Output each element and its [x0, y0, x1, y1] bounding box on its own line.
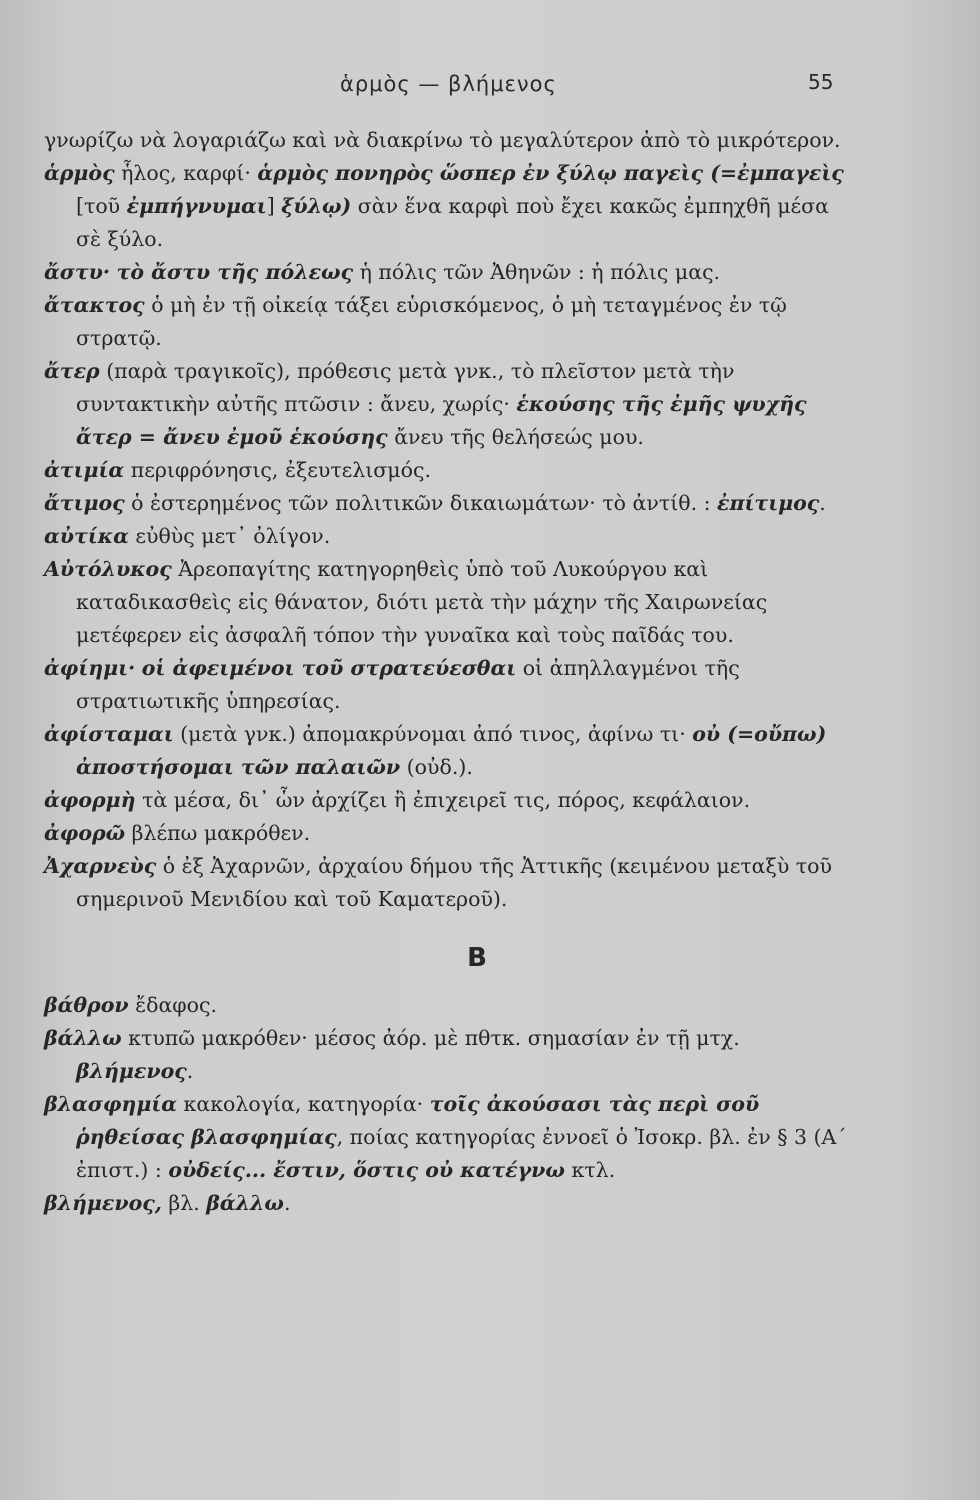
entry-definition: .	[186, 1059, 194, 1083]
entry-headword: ἀφίημι·	[44, 656, 136, 680]
entry-headword: ἀφίσταμαι	[44, 722, 174, 746]
dictionary-entry	[44, 1088, 850, 1187]
entry-citation: ἁρμὸς πονηρὸς ὥσπερ ἐν ξύλῳ παγεὶς (=ἐμπαγεὶς	[257, 161, 844, 185]
entry-definition: Ἀρεοπαγίτης κατηγορηθεὶς ὑπὸ τοῦ Λυκούργου καὶ καταδικασθεὶς εἰς θάνατον, διότι μετὰ τὴν μάχην τῆς Χαιρωνείας μετέφερεν εἰς ἀσφαλῆ τόπον τὴν γυναῖκα καὶ τοὺς παῖδάς του.	[76, 557, 768, 647]
entry-definition: οἱ ἀπηλλαγμένοι τῆς στρατιωτικῆς ὑπηρεσίας.	[76, 656, 740, 713]
entry-citation: τὸ ἄστυ τῆς πόλεως	[116, 260, 354, 284]
entry-headword: βλήμενος,	[44, 1191, 162, 1215]
entry-citation: ἑκούσης τῆς ἐμῆς ψυχῆς ἄτερ = ἄνευ ἐμοῦ ἑκούσης	[76, 392, 807, 449]
dictionary-entry	[44, 355, 850, 454]
entry-headword: ἁρμὸς	[44, 161, 115, 185]
entry-definition: ἄνευ τῆς θελήσεώς μου.	[387, 425, 644, 449]
entry-definition: ὁ ἐστερημένος τῶν πολιτικῶν δικαιωμάτων· τὸ ἀντίθ. :	[124, 491, 718, 515]
entry-definition: τὰ μέσα, δι᾽ ὧν ἀρχίζει ἢ ἐπιχειρεῖ τις, πόρος, κεφάλαιον.	[135, 788, 751, 812]
section-letter: B	[467, 943, 487, 973]
dictionary-entry	[44, 553, 850, 652]
entry-headword: ἀφορῶ	[44, 821, 126, 845]
entry-citation: οἱ ἀφειμένοι τοῦ στρατεύεσθαι	[141, 656, 517, 680]
entry-definition: (μετὰ γνκ.) ἀπομακρύνομαι ἀπό τινος, ἀφίνω τι·	[173, 722, 693, 746]
entry-citation: βάλλω	[206, 1191, 284, 1215]
entry-definition: ]	[266, 194, 282, 218]
entry-definition: κακολογία, κατηγορία·	[177, 1092, 430, 1116]
page-number: 55	[808, 70, 834, 94]
dictionary-entry	[44, 718, 850, 784]
dictionary-entry	[44, 1187, 850, 1220]
entry-definition: ἡ πόλις τῶν Ἀθηνῶν : ἡ πόλις μας.	[353, 260, 721, 284]
entry-definition: .	[283, 1191, 291, 1215]
dictionary-entry	[44, 520, 850, 553]
entry-headword: ἀφορμὴ	[44, 788, 136, 812]
entry-headword: βλασφημία	[44, 1092, 178, 1116]
entry-headword: ἄτερ	[44, 359, 100, 383]
entry-citation: τοῖς ἀκούσασι τὰς περὶ σοῦ ῥηθείσας βλασφημίας	[76, 1092, 760, 1149]
entry-citation: ἐπίτιμος	[717, 491, 820, 515]
entry-definition: [τοῦ	[76, 194, 127, 218]
entry-definition: βλ.	[161, 1191, 207, 1215]
entries-column	[44, 124, 850, 1220]
entry-definition: ὁ ἐξ Ἀχαρνῶν, ἀρχαίου δήμου τῆς Ἀττικῆς (κειμένου μεταξὺ τοῦ σημερινοῦ Μενιδίου καὶ τοῦ Καματεροῦ).	[76, 854, 832, 911]
dictionary-entry	[44, 289, 850, 355]
entry-citation: βλήμενος	[76, 1059, 187, 1083]
dictionary-entry	[44, 989, 850, 1022]
dictionary-entry	[44, 454, 850, 487]
entry-definition: κτλ.	[564, 1158, 616, 1182]
dictionary-entry	[44, 157, 850, 256]
dictionary-entry	[44, 124, 850, 157]
entry-citation: ξύλῳ)	[281, 194, 352, 218]
entries-section-alpha	[44, 124, 850, 916]
entry-definition: βλέπω μακρόθεν.	[125, 821, 311, 845]
entry-definition: σὰν ἕνα καρφὶ ποὺ ἔχει κακῶς ἐμπηχθῆ μέσα σὲ ξύλο.	[76, 194, 829, 251]
entry-citation: οὐδείς... ἔστιν, ὅστις οὐ κατέγνω	[168, 1158, 565, 1182]
entry-definition: ἧλος, καρφί·	[114, 161, 258, 185]
entry-definition: , ποίας κατηγορίας ἐννοεῖ ὁ Ἰσοκρ. βλ. ἐν § 3 (Α΄ ἐπιστ.) :	[76, 1125, 847, 1182]
running-title: ἁρμὸς — βλήμενος	[340, 72, 557, 96]
dictionary-entry	[44, 784, 850, 817]
entry-headword: αὐτίκα	[44, 524, 129, 548]
entry-definition: εὐθὺς μετ᾽ ὀλίγον.	[128, 524, 331, 548]
entry-headword: βάλλω	[44, 1026, 122, 1050]
dictionary-entry	[44, 487, 850, 520]
entry-definition: ἔδαφος.	[128, 993, 217, 1017]
dictionary-entry	[44, 652, 850, 718]
entry-definition: περιφρόνησις, ἐξευτελισμός.	[124, 458, 431, 482]
entry-definition: (παρὰ τραγικοῖς), πρόθεσις μετὰ γνκ., τὸ πλεῖστον μετὰ τὴν συντακτικὴν αὐτῆς πτῶσιν : ἄνευ, χωρίς·	[76, 359, 735, 416]
entry-definition: .	[819, 491, 826, 515]
entries-section-beta	[44, 989, 850, 1220]
entry-definition: γνωρίζω νὰ λογαριάζω καὶ νὰ διακρίνω τὸ μεγαλύτερον ἀπὸ τὸ μικρότερον.	[44, 128, 841, 152]
dictionary-entry	[44, 817, 850, 850]
entry-headword: βάθρον	[44, 993, 129, 1017]
dictionary-entry	[44, 256, 850, 289]
entry-definition: κτυπῶ μακρόθεν· μέσος ἀόρ. μὲ πθτκ. σημασίαν ἐν τῇ μτχ.	[121, 1026, 740, 1050]
page-header	[0, 70, 980, 104]
entry-headword: ἀτιμία	[44, 458, 125, 482]
entry-headword: ἄτακτος	[44, 293, 145, 317]
entry-headword: ἄστυ·	[44, 260, 111, 284]
entry-headword: Ἀχαρνεὺς	[44, 854, 157, 878]
entry-headword: ἄτιμος	[44, 491, 125, 515]
entry-definition: ὁ μὴ ἐν τῇ οἰκείᾳ τάξει εὑρισκόμενος, ὁ μὴ τεταγμένος ἐν τῷ στρατῷ.	[76, 293, 787, 350]
entry-citation: ἐμπήγνυμαι	[126, 194, 267, 218]
entry-headword: Αὐτόλυκος	[44, 557, 172, 581]
entry-definition: (οὐδ.).	[400, 755, 473, 779]
dictionary-entry	[44, 1022, 850, 1088]
dictionary-entry	[44, 850, 850, 916]
entry-citation: οὐ (=οὔπω) ἀποστήσομαι τῶν παλαιῶν	[76, 722, 827, 779]
